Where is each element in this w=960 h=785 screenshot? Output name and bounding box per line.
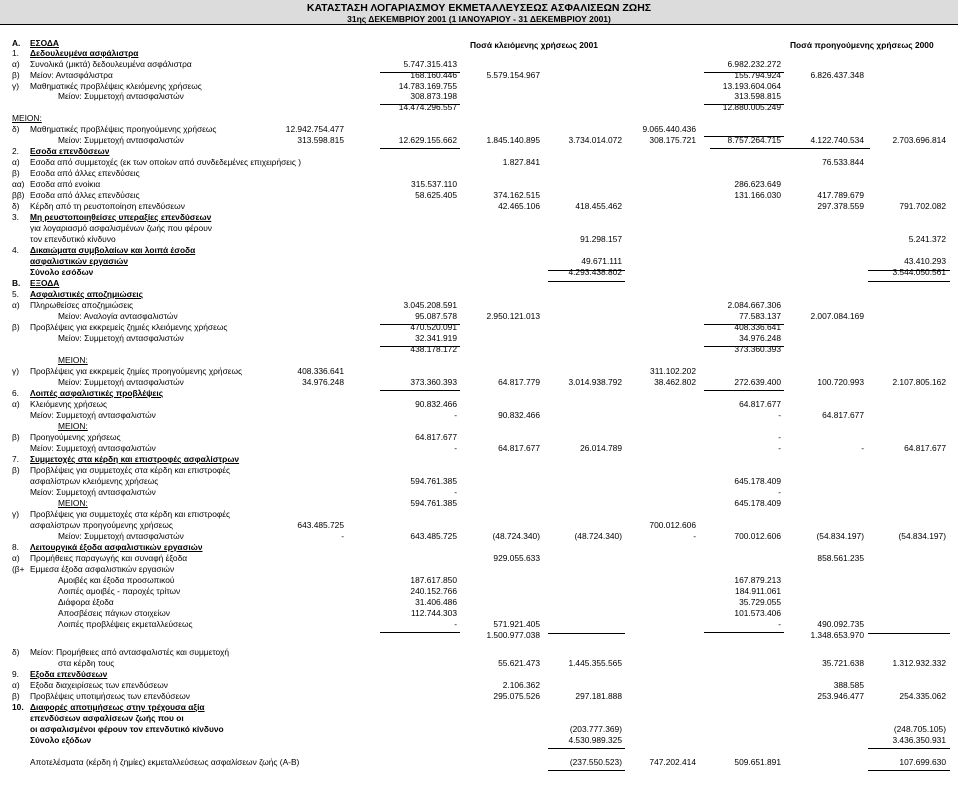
amount-cell: 14.474.296.557 <box>398 102 457 112</box>
amount-cell: 64.817.677 <box>822 410 864 420</box>
amount-cell: 929.055.633 <box>493 553 540 563</box>
amount-cell: - <box>778 443 781 453</box>
total-rule <box>380 632 460 633</box>
line-label: Εξοδα επενδύσεων <box>30 669 108 679</box>
line-label: γ) <box>12 509 19 519</box>
amount-cell: - <box>861 443 864 453</box>
amount-cell: 49.671.111 <box>581 256 622 266</box>
line-label: Εσοδα από ενοίκια <box>30 179 101 189</box>
amount-cell: 311.102.202 <box>650 366 696 376</box>
amount-cell: 2.007.084.169 <box>810 311 864 321</box>
amount-cell: 2.703.696.814 <box>892 135 946 145</box>
line-label: Ασφαλιστικές αποζημιώσεις <box>30 289 143 299</box>
amount-cell: 1.312.932.332 <box>892 658 946 668</box>
amount-cell: 35.721.638 <box>822 658 864 668</box>
line-label: ΜΕΙΟΝ: <box>58 498 88 508</box>
amount-cell: 1.445.355.565 <box>568 658 622 668</box>
line-label: β) <box>12 70 20 80</box>
line-label: Μείον: Συμμετοχή αντασφαλιστών <box>58 333 184 343</box>
line-label: Προηγούμενης χρήσεως <box>30 432 121 442</box>
line-label: αα) <box>12 179 25 189</box>
amount-cell: 100.720.993 <box>817 377 864 387</box>
amount-cell: 76.533.844 <box>822 157 864 167</box>
amount-cell: 4.293.438.802 <box>568 267 622 277</box>
total-rule <box>704 72 784 73</box>
amount-cell: - <box>454 410 457 420</box>
line-label: ασφαλίστρων κλειόμενης χρήσεως <box>30 476 159 486</box>
line-label: Δεδουλευμένα ασφάλιστρα <box>30 48 139 58</box>
total-rule <box>380 104 460 105</box>
total-rule <box>704 324 784 325</box>
amount-cell: 373.360.393 <box>734 344 781 354</box>
total-rule <box>380 390 460 391</box>
amount-cell: 2.106.362 <box>502 680 540 690</box>
line-label: α) <box>12 553 20 563</box>
amount-cell: (203.777.369) <box>569 724 622 734</box>
line-label: Προβλέψεις για εκκρεμείς ζημίες προηγούμενης χρήσεως <box>30 366 243 376</box>
amount-cell: 417.789.679 <box>817 190 864 200</box>
line-label: α) <box>12 680 20 690</box>
amount-cell: 438.178.172 <box>410 344 457 354</box>
amount-cell: 747.202.414 <box>649 757 696 767</box>
amount-cell: - <box>454 443 457 453</box>
amount-cell: 13.193.604.064 <box>722 81 781 91</box>
amount-cell: 55.621.473 <box>498 658 540 668</box>
amount-cell: 313.598.815 <box>297 135 344 145</box>
amount-cell: 34.976.248 <box>302 377 344 387</box>
amount-cell: 791.702.082 <box>899 201 946 211</box>
line-label: δ) <box>12 201 20 211</box>
line-label: 8. <box>12 542 19 552</box>
amount-cell: 1.500.977.038 <box>486 630 540 640</box>
total-rule <box>548 281 625 282</box>
line-label: 4. <box>12 245 19 255</box>
amount-cell: 31.406.486 <box>415 597 457 607</box>
line-label: ΜΕΙΟΝ: <box>58 421 88 431</box>
line-label: β) <box>12 168 20 178</box>
amount-cell: 5.241.372 <box>908 234 946 244</box>
line-label: ΜΕΙΟΝ: <box>58 355 88 365</box>
amount-cell: 490.092.735 <box>817 619 864 629</box>
amount-cell: 571.921.405 <box>493 619 540 629</box>
line-label: β) <box>12 432 20 442</box>
amount-cell: 3.436.350.931 <box>892 735 946 745</box>
amount-cell: 155.794.924 <box>734 70 781 80</box>
line-label: Εσοδα από άλλες επενδύσεις <box>30 168 140 178</box>
total-rule <box>868 270 950 271</box>
amount-cell: 858.561.235 <box>817 553 864 563</box>
line-label: Αμοιβές και έξοδα προσωπικού <box>58 575 175 585</box>
amount-cell: 408.336.641 <box>297 366 344 376</box>
amount-cell: 91.298.157 <box>580 234 622 244</box>
line-label: α) <box>12 399 20 409</box>
amount-cell: 3.014.938.792 <box>568 377 622 387</box>
line-label: Μείον: Συμμετοχή αντασφαλιστών <box>58 531 184 541</box>
line-label: Προβλέψεις για εκκρεμείς ζημιές κλειόμενης χρήσεως <box>30 322 228 332</box>
amount-cell: 12.880.005.249 <box>722 102 781 112</box>
amount-cell: 1.845.140.895 <box>486 135 540 145</box>
amount-cell: (237.550.523) <box>569 757 622 767</box>
report-title: ΚΑΤΑΣΤΑΣΗ ΛΟΓΑΡΙΑΣΜΟΥ ΕΚΜΕΤΑΛΛΕΥΣΕΩΣ ΑΣΦΑΛΙΣΕΩΝ ΖΩΗΣ <box>306 2 652 14</box>
line-label: Αποτελέσματα (κέρδη ή ζημίες) εκμεταλλεύσεως ασφαλίσεων ζωής (Α-Β) <box>30 757 300 767</box>
line-label: 1. <box>12 48 19 58</box>
line-label: α) <box>12 59 20 69</box>
report-subtitle: 31ης ΔΕΚΕΜΒΡΙΟΥ 2001 (1 ΙΑΝΟΥΑΡΙΟΥ - 31 ΔΕΚΕΜΒΡΙΟΥ 2001) <box>347 14 611 24</box>
line-label: Κλειόμενης χρήσεως <box>30 399 108 409</box>
line-label: ββ) <box>12 190 25 200</box>
amount-cell: (48.724.340) <box>574 531 622 541</box>
line-label: Λοιπές προβλέψεις εκμεταλλεύσεως <box>58 619 193 629</box>
amount-cell: - <box>778 487 781 497</box>
amount-cell: 168.160.446 <box>410 70 457 80</box>
amount-cell: 4.122.740.534 <box>810 135 864 145</box>
amount-cell: 12.629.155.662 <box>398 135 457 145</box>
amount-cell: 1.827.841 <box>502 157 540 167</box>
amount-cell: 131.166.030 <box>734 190 781 200</box>
amount-cell: - <box>341 531 344 541</box>
line-label: Μείον: Συμμετοχή αντασφαλιστών <box>58 377 184 387</box>
line-label: Λειτουργικά έξοδα ασφαλιστικών εργασιών <box>30 542 203 552</box>
line-label: δ) <box>12 647 20 657</box>
total-rule <box>548 270 625 271</box>
amount-cell: 272.639.400 <box>734 377 781 387</box>
line-label: Μαθηματικές προβλέψεις κλειόμενης χρήσεως <box>30 81 202 91</box>
line-label: 5. <box>12 289 19 299</box>
amount-cell: 12.942.754.477 <box>285 124 344 134</box>
total-rule <box>704 104 784 105</box>
line-label: για λογαριασμό ασφαλισμένων ζωής που φέρουν <box>30 223 212 233</box>
amount-cell: 8.757.264.715 <box>727 135 781 145</box>
line-label: α) <box>12 300 20 310</box>
amount-cell: 1.348.653.970 <box>810 630 864 640</box>
amount-cell: 6.982.232.272 <box>727 59 781 69</box>
line-label: επενδύσεων ασφαλίσεων ζωής που οι <box>30 713 184 723</box>
amount-cell: 470.520.091 <box>410 322 457 332</box>
line-label: ΕΞΟΔΑ <box>30 278 60 288</box>
amount-cell: 297.181.888 <box>575 691 622 701</box>
total-rule <box>710 148 870 149</box>
total-rule <box>704 632 784 633</box>
line-label: γ) <box>12 81 19 91</box>
amount-cell: 645.178.409 <box>734 498 781 508</box>
line-label: β) <box>12 322 20 332</box>
amount-cell: 187.617.850 <box>410 575 457 585</box>
amount-cell: 315.537.110 <box>411 179 457 189</box>
amount-cell: 295.075.526 <box>493 691 540 701</box>
line-label: Κέρδη από τη ρευστοποίηση επενδύσεων <box>30 201 185 211</box>
amount-cell: 34.976.248 <box>739 333 781 343</box>
line-label: Εσοδα επενδύσεων <box>30 146 110 156</box>
amount-cell: (248.705.105) <box>893 724 946 734</box>
line-label: Διαφορές αποτιμήσεως στην τρέχουσα αξία <box>30 702 205 712</box>
amount-cell: 373.360.393 <box>410 377 457 387</box>
line-label: ΕΣΟΔΑ <box>30 38 59 48</box>
line-label: Εξοδα διαχειρίσεως των επενδύσεων <box>30 680 168 690</box>
amount-cell: - <box>454 487 457 497</box>
amount-cell: 509.651.891 <box>734 757 781 767</box>
amount-cell: 184.911.061 <box>735 586 781 596</box>
total-rule <box>380 72 460 73</box>
line-label: 10. <box>12 702 24 712</box>
amount-cell: 253.946.477 <box>817 691 864 701</box>
amount-cell: 2.084.667.306 <box>727 300 781 310</box>
amount-cell: (54.834.197) <box>898 531 946 541</box>
line-label: Β. <box>12 278 21 288</box>
line-label: β) <box>12 465 20 475</box>
total-rule <box>868 748 950 749</box>
line-label: Μαθηματικές προβλέψεις προηγούμενης χρήσεως <box>30 124 217 134</box>
amount-cell: 408.336.641 <box>734 322 781 332</box>
line-label: 3. <box>12 212 19 222</box>
total-rule <box>868 633 950 634</box>
amount-cell: 643.485.725 <box>410 531 457 541</box>
line-label: 9. <box>12 669 19 679</box>
amount-cell: 77.583.137 <box>739 311 781 321</box>
amount-cell: 700.012.606 <box>734 531 781 541</box>
total-rule <box>704 136 784 137</box>
amount-cell: 4.530.989.325 <box>568 735 622 745</box>
line-label: Προμήθειες παραγωγής και συναφή έξοδα <box>30 553 188 563</box>
amount-cell: 3.045.208.591 <box>403 300 457 310</box>
line-label: Μείον: Συμμετοχή αντασφαλιστών <box>58 135 184 145</box>
amount-cell: 95.087.578 <box>415 311 457 321</box>
line-label: 7. <box>12 454 19 464</box>
amount-cell: 254.335.062 <box>899 691 946 701</box>
line-label: Εσοδα από συμμετοχές (εκ των οποίων από συνδεδεμένες επιχειρήσεις ) <box>30 157 302 167</box>
total-rule <box>548 633 625 634</box>
line-label: Μείον: Αντασφάλιστρα <box>30 70 113 80</box>
amount-cell: - <box>454 619 457 629</box>
amount-cell: 374.162.515 <box>493 190 540 200</box>
amount-cell: (54.834.197) <box>816 531 864 541</box>
line-label: Συμμετοχές στα κέρδη και επιστροφές ασφαλίστρων <box>30 454 240 464</box>
amount-cell: 112.744.303 <box>411 608 457 618</box>
amount-cell: 90.832.466 <box>498 410 540 420</box>
total-rule <box>868 281 950 282</box>
amount-cell: 3.544.050.561 <box>892 267 946 277</box>
amount-cell: 107.699.630 <box>899 757 946 767</box>
line-label: δ) <box>12 124 20 134</box>
line-label: γ) <box>12 366 19 376</box>
total-rule <box>704 346 784 347</box>
line-label: Α. <box>12 38 21 48</box>
amount-cell: 3.734.014.072 <box>568 135 622 145</box>
amount-cell: 9.065.440.436 <box>642 124 696 134</box>
line-label: Μείον: Συμμετοχή αντασφαλιστών <box>58 91 184 101</box>
amount-cell: 26.014.789 <box>580 443 622 453</box>
line-label: Προβλέψεις υποτιμήσεως των επενδύσεων <box>30 691 190 701</box>
amount-cell: 240.152.766 <box>410 586 457 596</box>
amount-cell: 64.817.779 <box>498 377 540 387</box>
line-label: Αποσβέσεις πάγιων στοιχείων <box>58 608 170 618</box>
amount-cell: - <box>693 531 696 541</box>
total-rule <box>868 770 950 771</box>
line-label: Λοιπές ασφαλιστικές προβλέψεις <box>30 388 164 398</box>
amount-cell: 14.783.169.755 <box>398 81 457 91</box>
line-label: Σύνολο εσόδων <box>30 267 94 277</box>
amount-cell: 6.826.437.348 <box>810 70 864 80</box>
amount-cell: 388.585 <box>833 680 864 690</box>
amount-cell: 64.817.677 <box>498 443 540 453</box>
amount-cell: 594.761.385 <box>410 498 457 508</box>
amount-cell: - <box>778 619 781 629</box>
column-header-current-year: Ποσά κλειόμενης χρήσεως 2001 <box>470 40 598 50</box>
line-label: Διάφορα έξοδα <box>58 597 114 607</box>
amount-cell: 64.817.677 <box>415 432 457 442</box>
amount-cell: 42.465.106 <box>498 201 540 211</box>
line-label: Μείον: Συμμετοχή αντασφαλιστών <box>30 487 156 497</box>
line-label: Προβλέψεις για συμμετοχές στα κέρδη και επιστροφές <box>30 509 231 519</box>
amount-cell: 64.817.677 <box>904 443 946 453</box>
amount-cell: 5.747.315.413 <box>403 59 457 69</box>
line-label: Συνολικά (μικτά) δεδουλευμένα ασφάλιστρα <box>30 59 192 69</box>
line-label: α) <box>12 157 20 167</box>
line-label: Πληρωθείσες αποζημιώσεις <box>30 300 134 310</box>
line-label: (β+ <box>12 564 25 574</box>
amount-cell: 5.579.154.967 <box>486 70 540 80</box>
line-label: ΜΕΙΟΝ: <box>12 113 42 123</box>
amount-cell: 594.761.385 <box>410 476 457 486</box>
line-label: 6. <box>12 388 19 398</box>
total-rule <box>704 390 784 391</box>
line-label: ασφαλίστρων προηγούμενης χρήσεως <box>30 520 173 530</box>
line-label: Μείον: Συμμετοχή αντασφαλιστών <box>30 410 156 420</box>
amount-cell: 64.817.677 <box>739 399 781 409</box>
amount-cell: 90.832.466 <box>415 399 457 409</box>
line-label: Δικαιώματα συμβολαίων και λοιπά έσοδα <box>30 245 196 255</box>
amount-cell: 2.950.121.013 <box>486 311 540 321</box>
column-header-previous-year: Ποσά προηγούμενης χρήσεως 2000 <box>790 40 934 50</box>
amount-cell: 167.879.213 <box>734 575 781 585</box>
amount-cell: 43.410.293 <box>904 256 946 266</box>
total-rule <box>380 324 460 325</box>
line-label: Μη ρευστοποιηθείσες υπεραξίες επενδύσεων <box>30 212 212 222</box>
amount-cell: 308.873.198 <box>410 91 457 101</box>
amount-cell: 418.455.462 <box>575 201 622 211</box>
amount-cell: - <box>778 432 781 442</box>
line-label: β) <box>12 691 20 701</box>
line-label: Λοιπές αμοιβές - παροχές τρίτων <box>58 586 181 596</box>
line-label: ασφαλιστικών εργασιών <box>30 256 128 266</box>
amount-cell: 286.623.649 <box>734 179 781 189</box>
line-label: τον επενδυτικό κίνδυνο <box>30 234 116 244</box>
line-label: 2. <box>12 146 19 156</box>
amount-cell: 643.485.725 <box>297 520 344 530</box>
amount-cell: 308.175.721 <box>649 135 696 145</box>
amount-cell: 700.012.606 <box>649 520 696 530</box>
line-label: οι ασφαλισμένοι φέρουν τον επενδυτικό κίνδυνο <box>30 724 224 734</box>
amount-cell: 101.573.406 <box>734 608 781 618</box>
line-label: Εσοδα από άλλες επενδύσεις <box>30 190 140 200</box>
amount-cell: 297.378.559 <box>817 201 864 211</box>
line-label: Μείον: Συμμετοχή αντασφαλιστών <box>30 443 156 453</box>
line-label: Μείον: Προμήθειες από αντασφαλιστές και συμμετοχή <box>30 647 230 657</box>
total-rule <box>380 148 460 149</box>
line-label: Μείον: Αναλογία αντασφαλιστών <box>58 311 178 321</box>
line-label: Προβλέψεις για συμμετοχές στα κέρδη και επιστροφές <box>30 465 231 475</box>
amount-cell: (48.724.340) <box>492 531 540 541</box>
total-rule <box>380 346 460 347</box>
amount-cell: - <box>778 410 781 420</box>
amount-cell: 2.107.805.162 <box>892 377 946 387</box>
amount-cell: 32.341.919 <box>415 333 457 343</box>
line-label: Εμμεσα έξοδα ασφαλιστικών εργασιών <box>30 564 175 574</box>
amount-cell: 313.598.815 <box>734 91 781 101</box>
amount-cell: 38.462.802 <box>654 377 696 387</box>
total-rule <box>548 748 625 749</box>
line-label: Σύνολο εξόδων <box>30 735 92 745</box>
total-rule <box>548 770 625 771</box>
amount-cell: 35.729.055 <box>739 597 781 607</box>
amount-cell: 58.625.405 <box>415 190 457 200</box>
line-label: στα κέρδη τους <box>58 658 115 668</box>
amount-cell: 645.178.409 <box>734 476 781 486</box>
